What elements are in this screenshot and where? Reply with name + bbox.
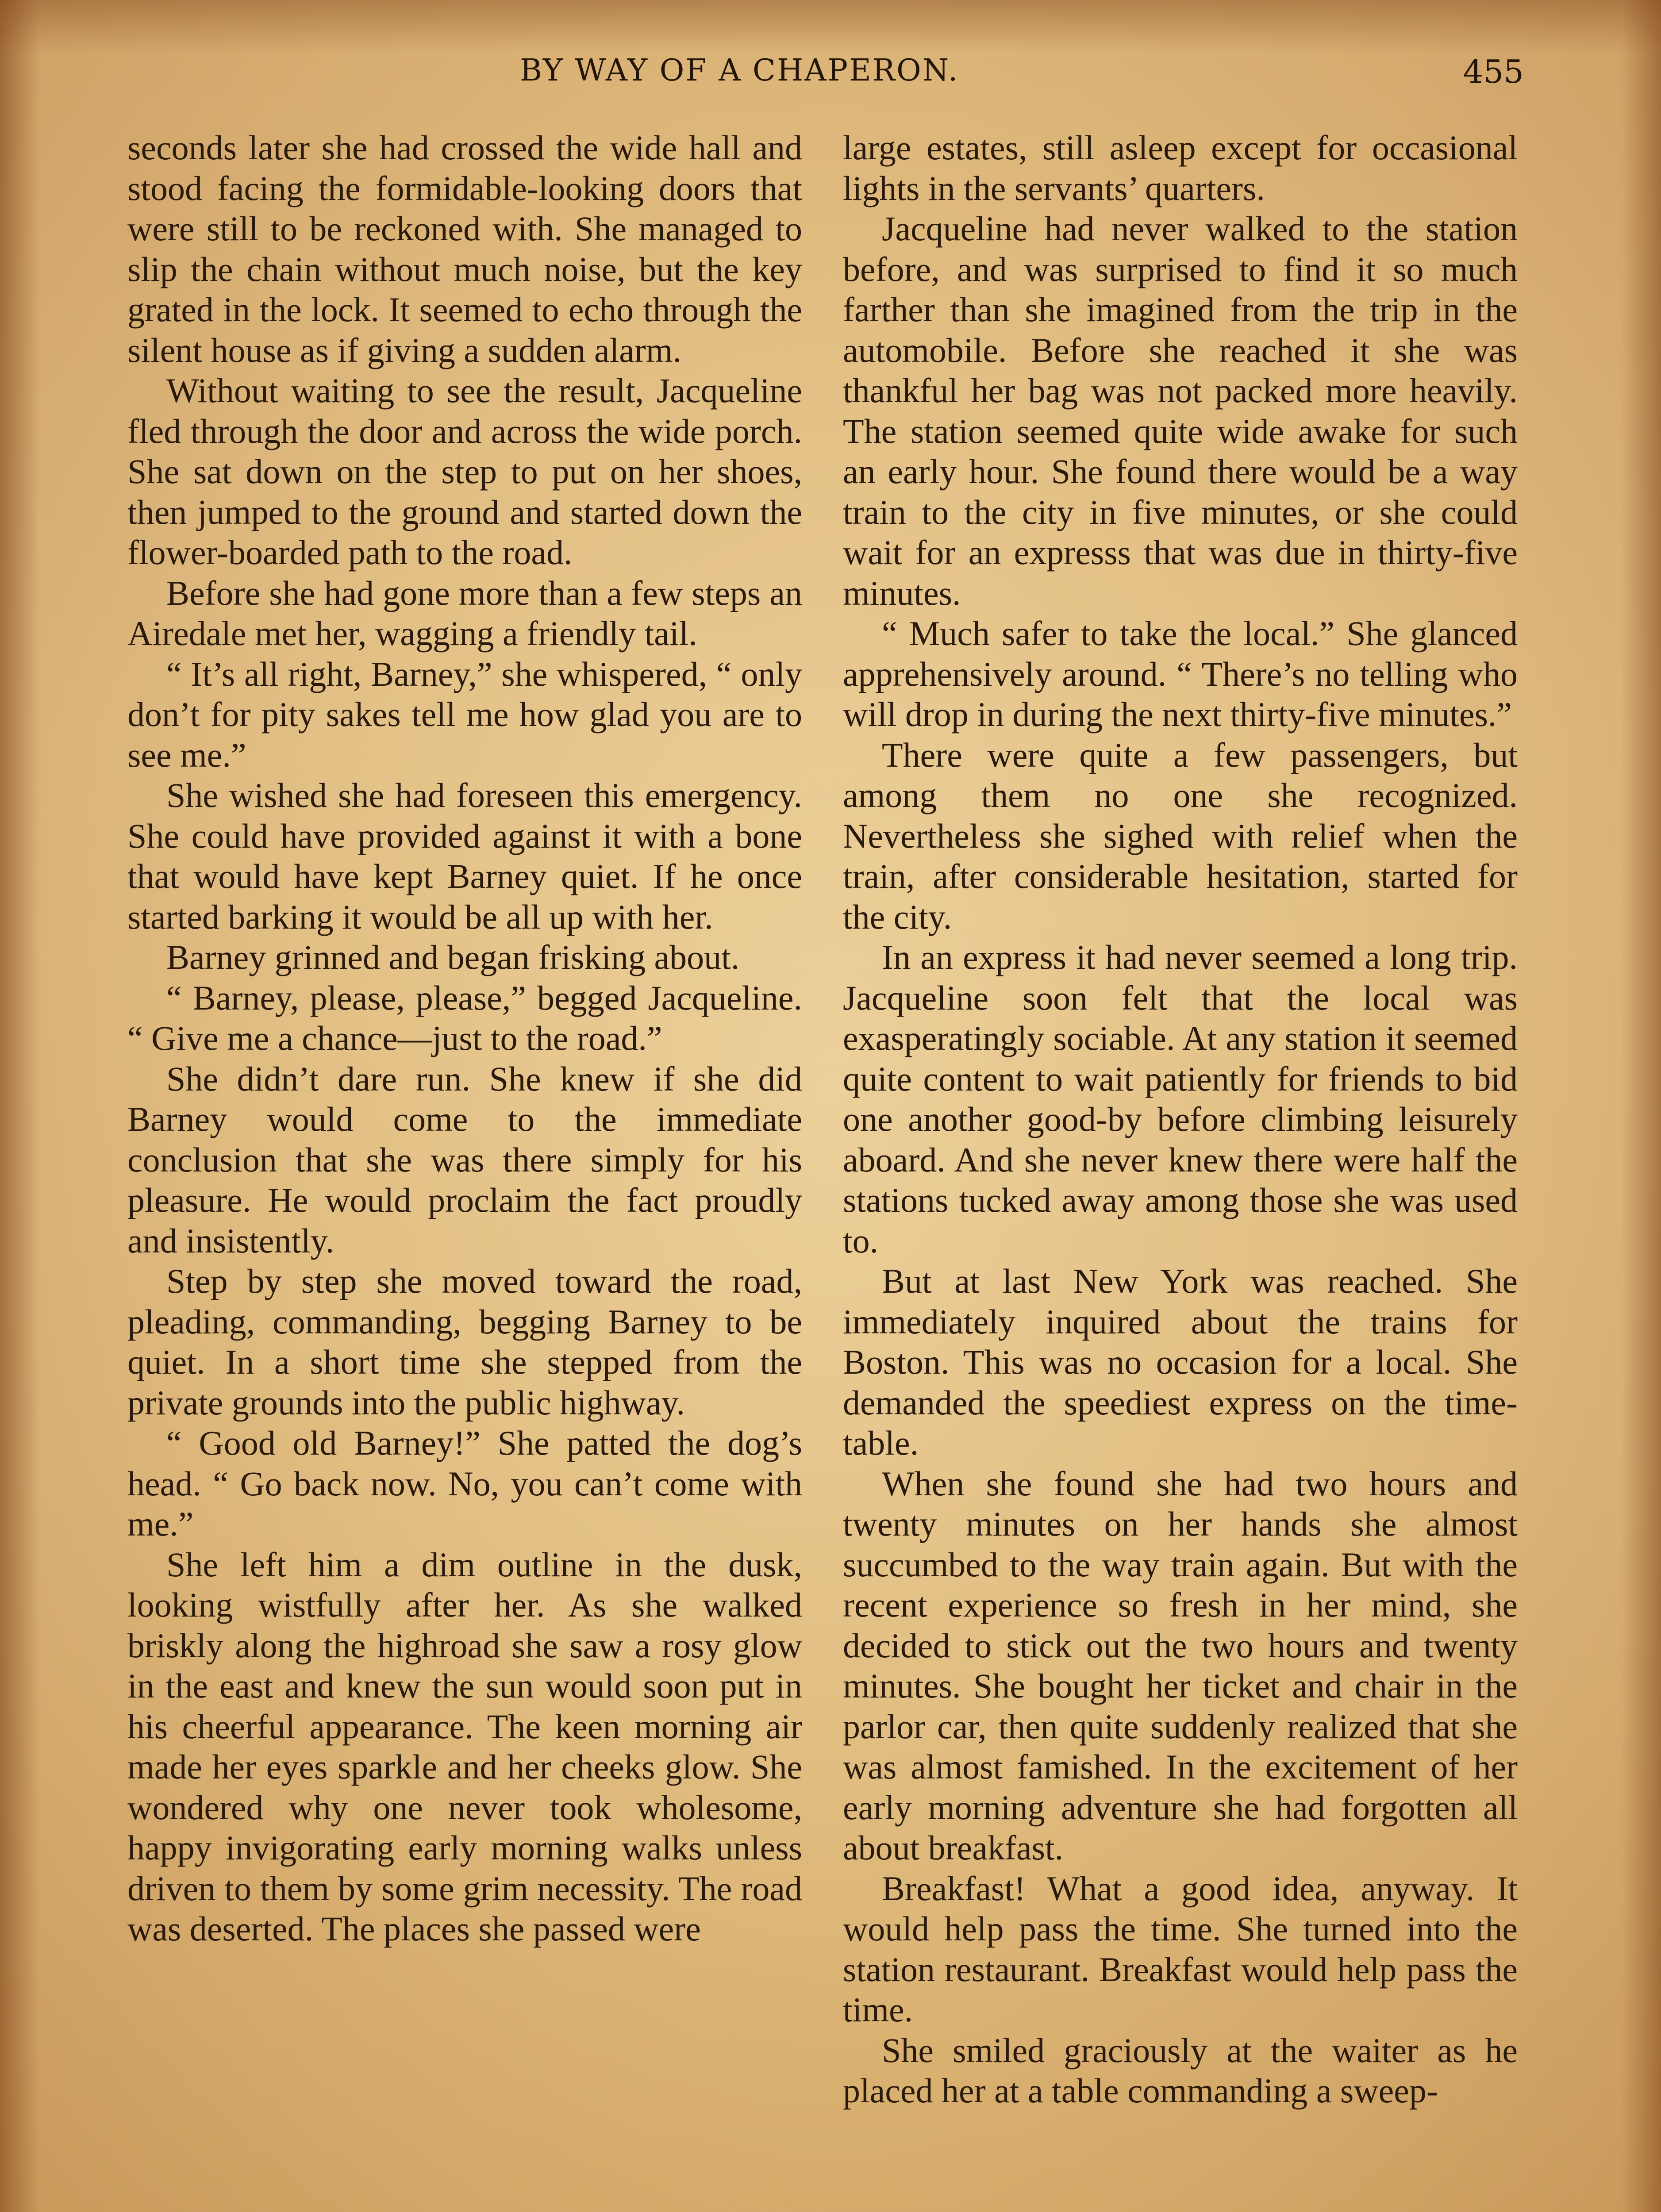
paragraph: She didn’t dare run. She knew if she did Barney would come to the immediate conclusion that she was there simply for his pleasure. He would proclaim the fact proudly and insistently. bbox=[127, 1059, 802, 1260]
running-head-title: BY WAY OF A CHAPERON. bbox=[520, 53, 959, 88]
paragraph: Without waiting to see the result, Jacqueline fled through the door and across the wide porch. She sat down on the step to put on her shoes, then jumped to the ground and started down the flower-boarded path to the road. bbox=[127, 371, 802, 572]
paragraph: large estates, still asleep except for occasional lights in the servants’ quarters. bbox=[843, 128, 1518, 207]
paragraph: “ Good old Barney!” She patted the dog’s head. “ Go back now. No, you can’t come with me.” bbox=[127, 1424, 802, 1543]
paragraph: When she found she had two hours and twenty minutes on her hands she almost succumbed to the way train again. But with the recent experience so fresh in her mind, she decided to stick out the two hours and twenty minutes. She bought her ticket and chair in the parlor car, then quite suddenly realized that she was almost famished. In the excitement of her early morning adventure she had forgotten all about breakfast. bbox=[843, 1464, 1518, 1867]
paragraph: “ It’s all right, Barney,” she whispered, “ only don’t for pity sakes tell me how glad you are to see me.” bbox=[127, 654, 802, 774]
paragraph: Barney grinned and began frisking about. bbox=[166, 938, 740, 976]
paragraph: She left him a dim outline in the dusk, looking wistfully after her. As she walked briskly along the highroad she saw a rosy glow in the east and knew the sun would soon put in his cheerful appearance. The keen morning air made her eyes sparkle and her cheeks glow. She wondered why one never took wholesome, happy invigorating early morning walks unless driven to them by some grim necessity. The road was deserted. The places she passed were bbox=[127, 1545, 802, 1948]
paragraph: She smiled graciously at the waiter as he placed her at a table commanding a sweep- bbox=[843, 2031, 1518, 2110]
paragraph: seconds later she had crossed the wide hall and stood facing the formidable-looking doors that were still to be reckoned with. She managed to slip the chain without much noise, but the key grated in the lock. It seemed to echo through the silent house as if giving a sudden alarm. bbox=[127, 128, 802, 369]
paragraph: She wished she had foreseen this emergency. She could have provided against it with a bone that would have kept Barney quiet. If he once started barking it would be all up with her. bbox=[127, 776, 802, 936]
paragraph: “ Much safer to take the local.” She glanced apprehensively around. “ There’s no telling who will drop in during the next thirty-five minutes.” bbox=[843, 614, 1518, 733]
paragraph: There were quite a few passengers, but among them no one she recognized. Nevertheless she sighed with relief when the train, after considerable hesitation, started for the city. bbox=[843, 735, 1518, 936]
page-edge-shading-left bbox=[0, 0, 40, 2212]
text-column-left bbox=[127, 127, 802, 1949]
text-column-right bbox=[843, 127, 1518, 2111]
paragraph: But at last New York was reached. She immediately inquired about the trains for Boston. This was no occasion for a local. She demanded the speediest express on the time-table. bbox=[843, 1262, 1518, 1462]
page-edge-shading-right bbox=[1621, 0, 1661, 2212]
paragraph: Breakfast! What a good idea, anyway. It would help pass the time. She turned into the station restaurant. Breakfast would help pass the time. bbox=[843, 1869, 1518, 2029]
paragraph: “ Barney, please, please,” begged Jacqueline. “ Give me a chance—just to the road.” bbox=[127, 978, 802, 1057]
paragraph: Jacqueline had never walked to the station before, and was surprised to find it so much farther than she imagined from the trip in the automobile. Before she reached it she was thankful her bag was not packed more heavily. The station seemed quite wide awake for such an early hour. She found there would be a way train to the city in five minutes, or she could wait for an expresss that was due in thirty-five minutes. bbox=[843, 209, 1518, 612]
paragraph: In an express it had never seemed a long trip. Jacqueline soon felt that the local was exasperatingly sociable. At any station it seemed quite content to wait patiently for friends to bid one another good-by before climbing leisurely aboard. And she never knew there were half the stations tucked away among those she was used to. bbox=[843, 938, 1518, 1260]
page-number: 455 bbox=[1463, 53, 1524, 90]
paragraph: Before she had gone more than a few steps an Airedale met her, wagging a friendly tail. bbox=[127, 573, 802, 653]
paragraph: Step by step she moved toward the road, pleading, commanding, begging Barney to be quiet. In a short time she stepped from the private grounds into the public highway. bbox=[127, 1262, 802, 1422]
page-edge-shading-top bbox=[0, 0, 1661, 53]
